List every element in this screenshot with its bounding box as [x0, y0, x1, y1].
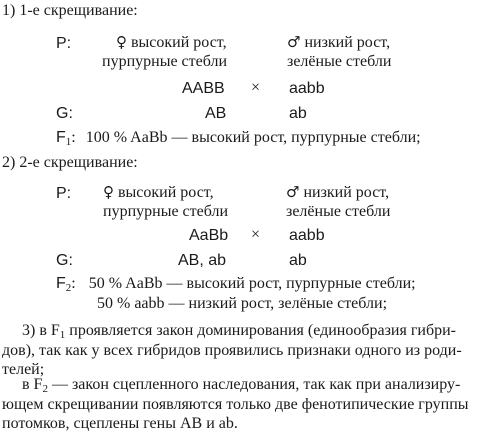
cross2-female-genotype: AaBb [189, 227, 229, 244]
cross1-f-result: 100 % AaBb — высокий рост, пурпурные стебли; [85, 129, 421, 146]
cross2-male-trait1: низкий рост, [303, 184, 390, 201]
cross2-cross-symbol: × [251, 226, 261, 243]
cross1-p-label: P: [56, 35, 72, 52]
cross2-male-line1 [286, 185, 389, 201]
cross1-g-label: G: [56, 105, 73, 122]
cross1-female-trait2: пурпурные стебли [102, 53, 228, 70]
female-symbol-icon: ♀ [103, 183, 114, 201]
conclusion-line6: потомков, сцеплены гены AB и ab. [2, 415, 238, 432]
cross1-male-trait2: зелёные стебли [287, 53, 392, 70]
cross1-cross-symbol: × [251, 79, 261, 96]
cross1-female-trait1: высокий рост, [131, 34, 227, 51]
cross1-female-line1 [116, 35, 227, 51]
conclusion-line4 [22, 377, 460, 393]
cross1-heading: 1) 1-е скрещивание: [2, 2, 138, 19]
cross1-f-label: F [56, 129, 66, 146]
male-symbol-icon: ♂ [287, 33, 301, 51]
cross1-female-gametes: AB [205, 105, 227, 122]
conclusion-f2-prefix: в F [22, 376, 43, 393]
cross1-offspring [56, 130, 421, 146]
cross2-f-label: F [56, 275, 66, 292]
cross1-male-trait1: низкий рост, [304, 34, 391, 51]
cross2-male-genotype: aabb [289, 227, 325, 244]
cross2-f-sub: 2 [65, 282, 72, 294]
conclusion-line3: телей; [2, 361, 45, 378]
cross1-f-colon: : [71, 129, 76, 146]
cross2-female-line1 [103, 185, 214, 201]
conclusion-line5: ющем скрещивании появляются только две фенотипические группы [2, 396, 469, 413]
cross2-female-trait2: пурпурные стебли [103, 203, 229, 220]
cross2-offspring [56, 276, 416, 292]
cross1-female-genotype: AABB [182, 80, 225, 97]
cross1-male-gametes: ab [289, 105, 307, 122]
conclusion-f1-sub: 1 [59, 329, 66, 341]
conclusion-line1-text: проявляется закон доминирования (единообразия гибри- [65, 322, 456, 339]
conclusion-f2-sub: 2 [42, 383, 48, 395]
conclusion-line2: дов), так как у всех гибридов проявились признаки одного из роди- [2, 342, 462, 359]
cross2-g-label: G: [56, 252, 73, 269]
female-symbol-icon: ♀ [116, 33, 127, 51]
conclusion-line1 [22, 323, 456, 339]
cross2-male-trait2: зелёные стебли [286, 203, 391, 220]
cross2-female-gametes: AB, ab [178, 252, 227, 269]
cross2-p-label: P: [56, 185, 72, 202]
cross2-f-result1: 50 % AaBb — высокий рост, пурпурные стебли; [88, 275, 416, 292]
cross2-heading: 2) 2-е скрещивание: [2, 154, 138, 171]
cross2-f-colon: : [71, 275, 76, 292]
male-symbol-icon: ♂ [286, 183, 300, 201]
conclusion-f1-prefix: 3) в F [22, 322, 60, 339]
cross1-f-sub: 1 [65, 136, 72, 148]
conclusion-line4-text: — закон сцепленного наследования, так как при анализиру- [47, 376, 461, 393]
cross2-f-result2: 50 % aabb — низкий рост, зелёные стебли; [97, 295, 388, 312]
cross1-male-genotype: aabb [289, 80, 325, 97]
cross2-female-trait1: высокий рост, [118, 184, 214, 201]
cross2-male-gametes: ab [289, 252, 307, 269]
cross1-male-line1 [287, 35, 390, 51]
